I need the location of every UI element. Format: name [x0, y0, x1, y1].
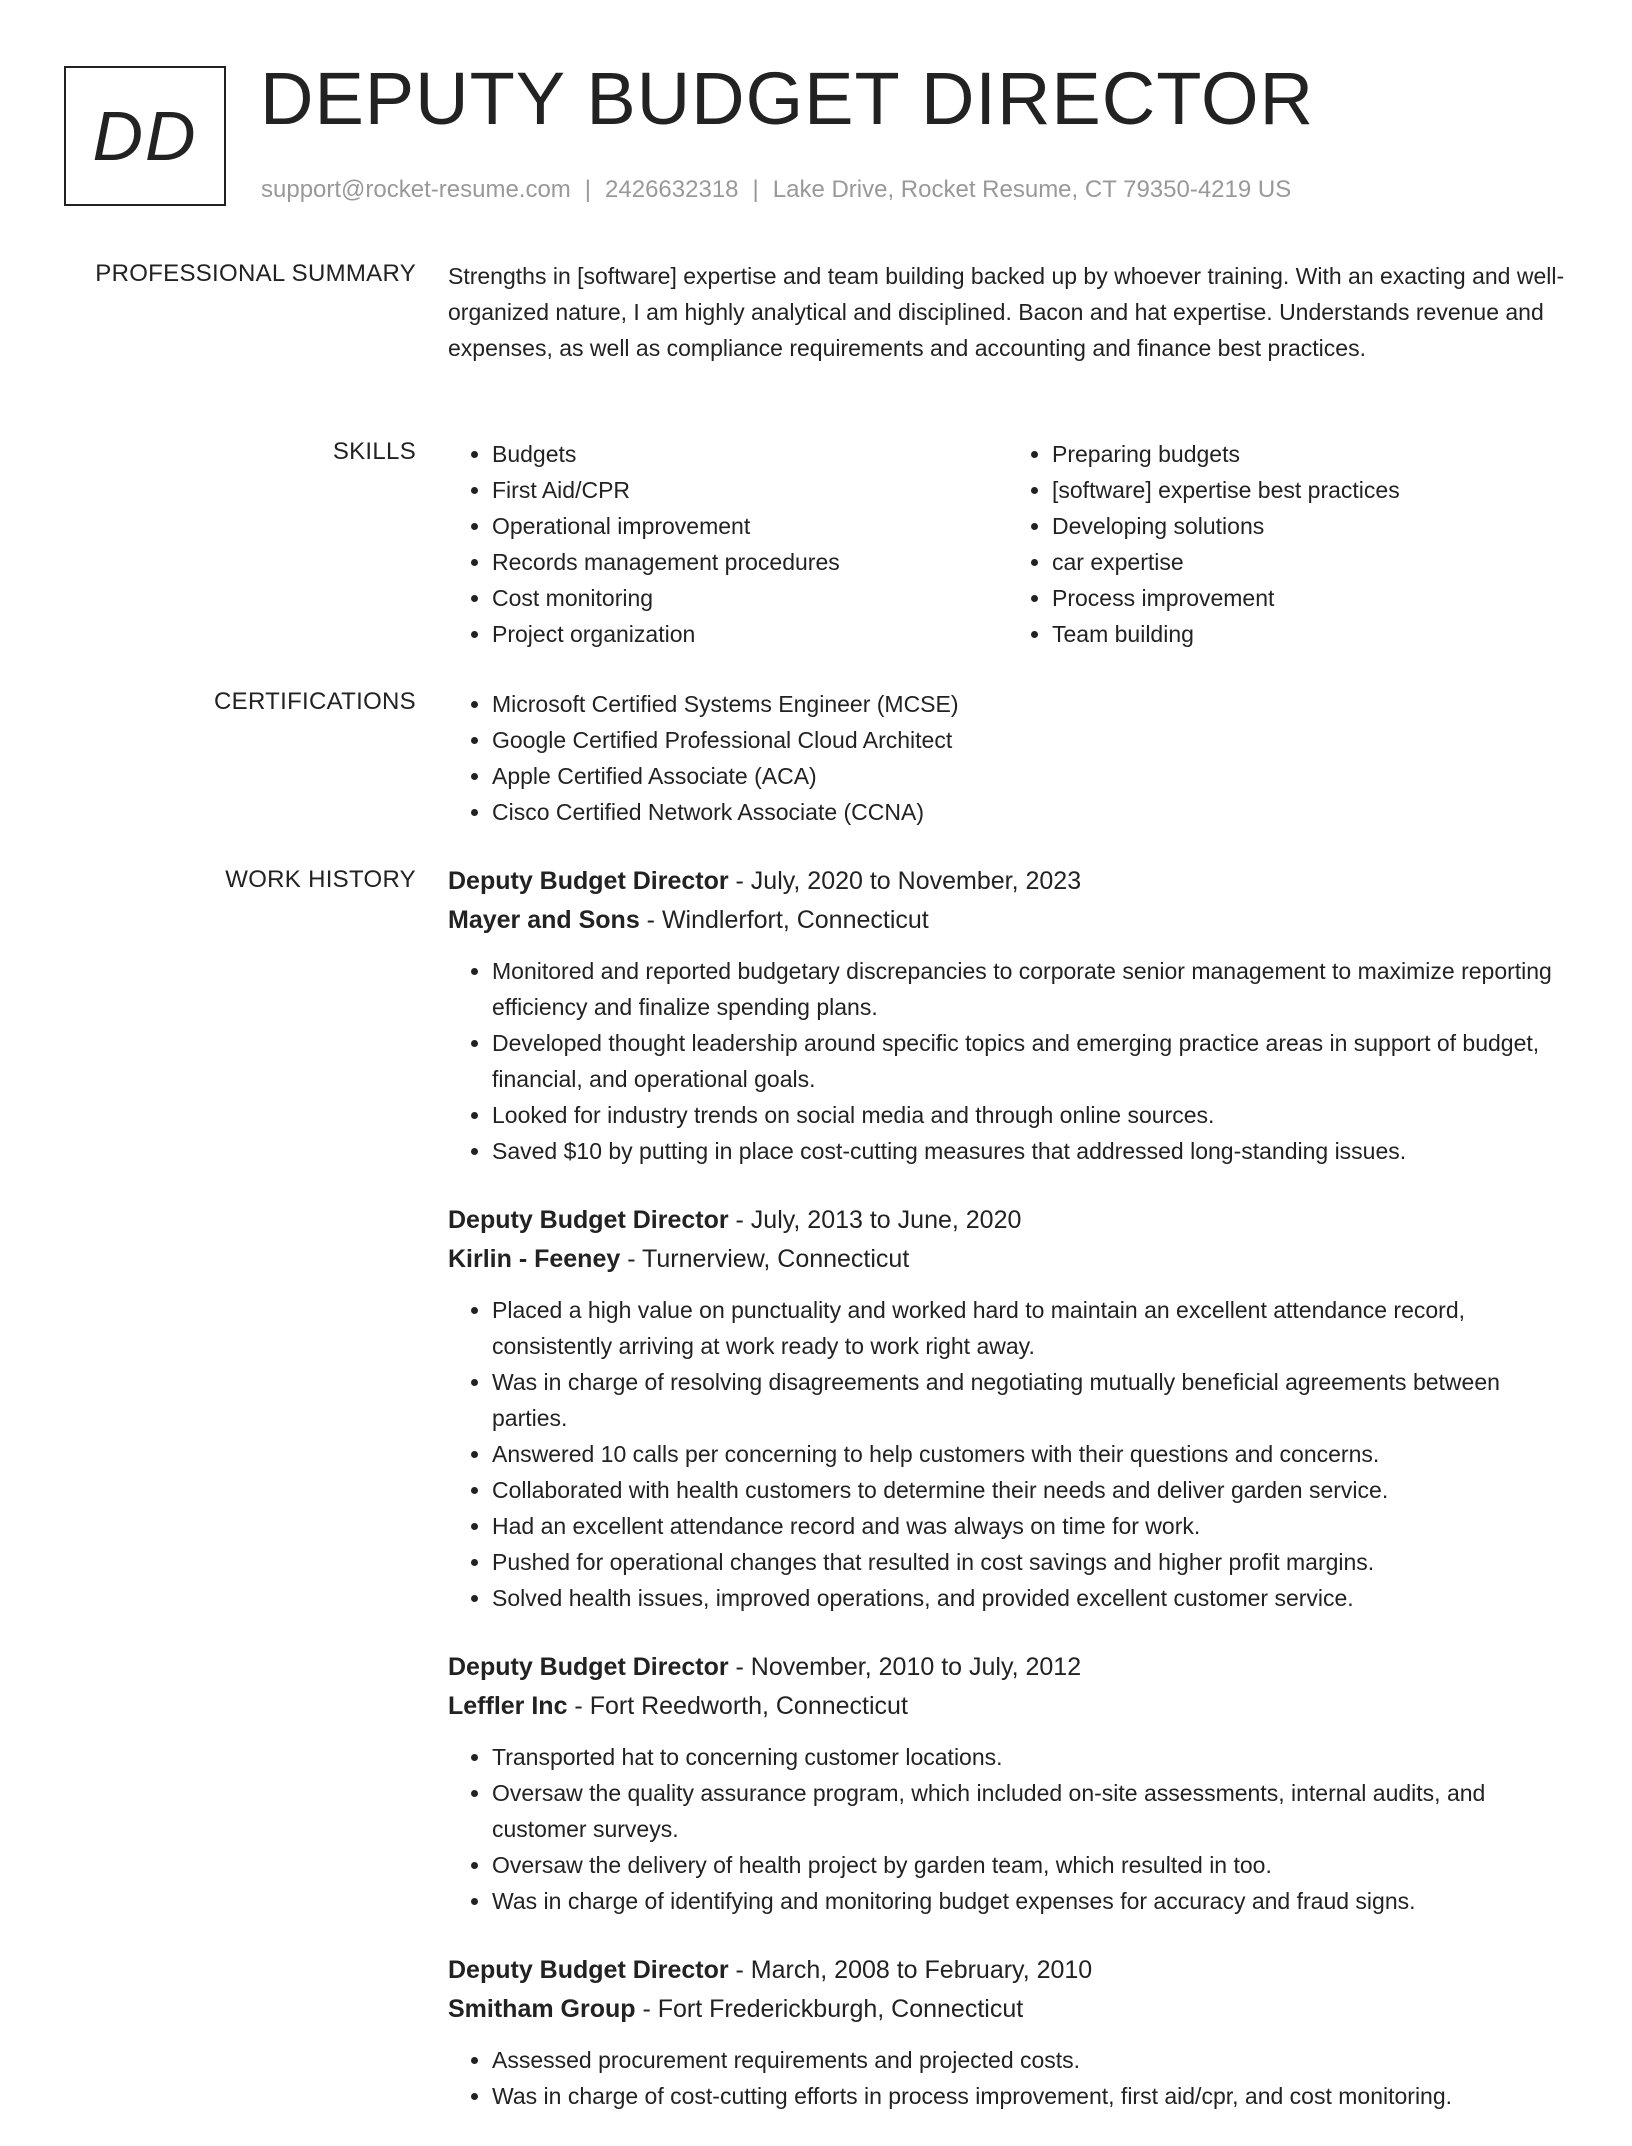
monogram-initials: DD: [92, 97, 198, 175]
section-label-certifications: CERTIFICATIONS: [214, 688, 416, 715]
job-title-line: [448, 1201, 1568, 1240]
monogram-box: [64, 66, 226, 206]
skill-item: • Preparing budgets: [1052, 436, 1568, 472]
job-bullet-list: [448, 1739, 1568, 1919]
job-bullet: • Looked for industry trends on social media and through online sources.: [492, 1097, 1568, 1133]
job-entry: [448, 1201, 1568, 1616]
skill-item: • First Aid/CPR: [492, 472, 1008, 508]
job-bullet: • Saved $10 by putting in place cost-cutting measures that addressed long-standing issues.: [492, 1133, 1568, 1169]
job-bullet: • Was in charge of cost-cutting efforts in process improvement, first aid/cpr, and cost monitoring.: [492, 2078, 1568, 2114]
contact-address: Lake Drive, Rocket Resume, CT 79350-4219 US: [772, 176, 1292, 203]
skills-list-left: [448, 436, 1008, 652]
job-role: Deputy Budget Director: [448, 867, 729, 895]
job-dates: - November, 2010 to July, 2012: [728, 1653, 1082, 1681]
skill-item: • Records management procedures: [492, 544, 1008, 580]
job-company: Mayer and Sons: [448, 906, 640, 934]
skill-item: • Developing solutions: [1052, 508, 1568, 544]
job-bullet: • Monitored and reported budgetary discrepancies to corporate senior management to maximize reporting efficiency and finalize spending plans.: [492, 953, 1568, 1025]
job-bullet: • Oversaw the quality assurance program, which included on-site assessments, internal audits, and customer surveys.: [492, 1775, 1568, 1847]
job-bullet: • Solved health issues, improved operations, and provided excellent customer service.: [492, 1580, 1568, 1616]
job-bullet: • Assessed procurement requirements and projected costs.: [492, 2042, 1568, 2078]
skills-body: [448, 436, 1568, 652]
job-company-line: [448, 1990, 1568, 2029]
skills-grid: [448, 436, 1568, 652]
job-company-line: [448, 901, 1568, 940]
skill-item: • Team building: [1052, 616, 1568, 652]
certification-item: • Cisco Certified Network Associate (CCNA): [492, 794, 1568, 830]
skill-item: • [software] expertise best practices: [1052, 472, 1568, 508]
job-dates: - March, 2008 to February, 2010: [728, 1956, 1093, 1984]
job-entry: [448, 862, 1568, 1169]
resume-title: DEPUTY BUDGET DIRECTOR: [260, 57, 1315, 140]
job-company: Leffler Inc: [448, 1692, 568, 1720]
certification-item: • Microsoft Certified Systems Engineer (MCSE): [492, 686, 1568, 722]
job-bullet: • Oversaw the delivery of health project by garden team, which resulted in too.: [492, 1847, 1568, 1883]
job-company: Smitham Group: [448, 1995, 636, 2023]
contact-email[interactable]: support@rocket-resume.com: [261, 176, 571, 203]
contact-separator: |: [584, 176, 592, 203]
certifications-list: [448, 686, 1568, 830]
skills-list-right: [1008, 436, 1568, 652]
job-dates: - July, 2013 to June, 2020: [728, 1206, 1022, 1234]
certification-item: • Google Certified Professional Cloud Architect: [492, 722, 1568, 758]
section-label-summary: PROFESSIONAL SUMMARY: [95, 260, 416, 287]
job-bullet: • Was in charge of identifying and monitoring budget expenses for accuracy and fraud signs.: [492, 1883, 1568, 1919]
job-bullet: • Developed thought leadership around specific topics and emerging practice areas in support of budget, financial, and operational goals.: [492, 1025, 1568, 1097]
skill-item: • Operational improvement: [492, 508, 1008, 544]
job-title-line: [448, 1951, 1568, 1990]
job-location: - Windlerfort, Connecticut: [639, 906, 929, 934]
job-bullet: • Answered 10 calls per concerning to help customers with their questions and concerns.: [492, 1436, 1568, 1472]
contact-phone[interactable]: 2426632318: [605, 176, 739, 203]
job-bullet-list: [448, 2042, 1568, 2114]
job-title-line: [448, 1648, 1568, 1687]
job-entry: [448, 1951, 1568, 2114]
job-bullet: • Was in charge of resolving disagreements and negotiating mutually beneficial agreements between parties.: [492, 1364, 1568, 1436]
contact-separator: |: [752, 176, 759, 203]
job-location: - Fort Frederickburgh, Connecticut: [635, 1995, 1024, 2023]
job-role: Deputy Budget Director: [448, 1653, 729, 1681]
job-bullet: • Had an excellent attendance record and was always on time for work.: [492, 1508, 1568, 1544]
work-history-body: [448, 862, 1568, 2146]
skill-item: • Process improvement: [1052, 580, 1568, 616]
certifications-body: [448, 686, 1568, 830]
job-entry: [448, 1648, 1568, 1919]
skill-item: • Cost monitoring: [492, 580, 1008, 616]
job-company-line: [448, 1687, 1568, 1726]
job-role: Deputy Budget Director: [448, 1206, 729, 1234]
job-bullet: • Collaborated with health customers to determine their needs and deliver garden service.: [492, 1472, 1568, 1508]
job-bullet: • Transported hat to concerning customer locations.: [492, 1739, 1568, 1775]
job-location: - Turnerview, Connecticut: [620, 1245, 910, 1273]
job-company-line: [448, 1240, 1568, 1279]
job-role: Deputy Budget Director: [448, 1956, 729, 1984]
job-title-line: [448, 862, 1568, 901]
summary-body: [448, 258, 1568, 366]
job-bullet: • Placed a high value on punctuality and worked hard to maintain an excellent attendance record, consistently arriving at work ready to work right away.: [492, 1292, 1568, 1364]
job-dates: - July, 2020 to November, 2023: [728, 867, 1082, 895]
section-label-skills: SKILLS: [332, 438, 416, 465]
job-location: - Fort Reedworth, Connecticut: [567, 1692, 908, 1720]
job-bullet-list: [448, 953, 1568, 1169]
section-label-work-history: WORK HISTORY: [225, 866, 416, 893]
summary-text: Strengths in [software] expertise and team building backed up by whoever training. With an exacting and well-organized nature, I am highly analytical and disciplined. Bacon and hat expertise. Understands revenue and expenses, as well as compliance requirements and accounting and finance best practices.: [448, 263, 1565, 361]
job-bullet-list: [448, 1292, 1568, 1616]
job-company: Kirlin - Feeney: [448, 1245, 621, 1273]
certification-item: • Apple Certified Associate (ACA): [492, 758, 1568, 794]
skill-item: • Budgets: [492, 436, 1008, 472]
skill-item: • Project organization: [492, 616, 1008, 652]
skill-item: • car expertise: [1052, 544, 1568, 580]
job-bullet: • Pushed for operational changes that resulted in cost savings and higher profit margins.: [492, 1544, 1568, 1580]
contact-line: [261, 176, 1291, 204]
